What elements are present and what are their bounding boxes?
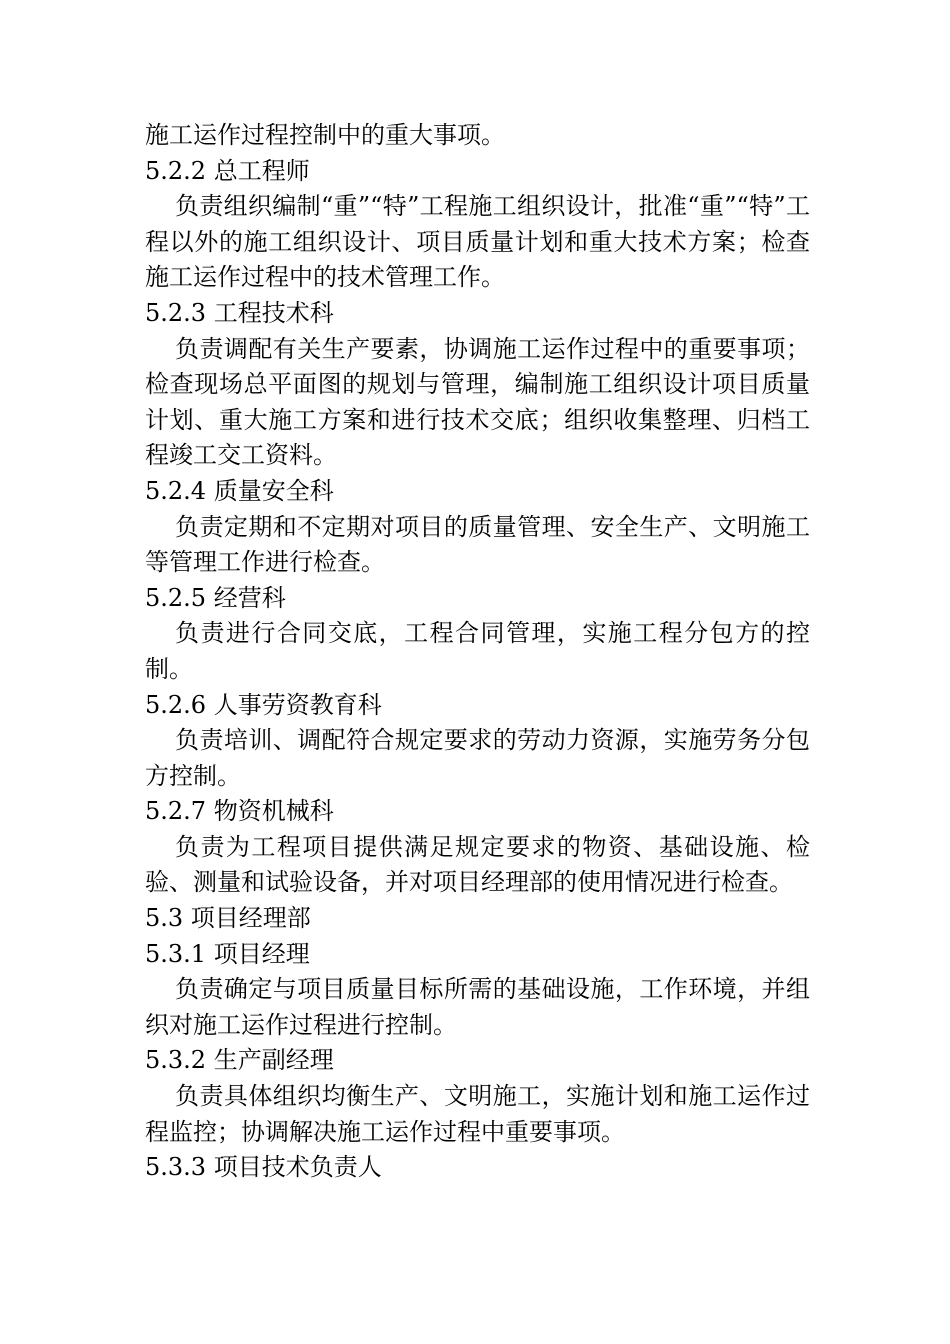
section-heading-5-3: 5.3 项目经理部: [145, 904, 311, 933]
section-heading-5-2-5: 5.2.5 经营科: [145, 583, 286, 612]
section-heading-5-2-2: 5.2.2 总工程师: [145, 156, 310, 185]
section-heading-5-3-2: 5.3.2 生产副经理: [145, 1046, 334, 1075]
section-heading-5-2-7: 5.2.7 物资机械科: [145, 797, 334, 826]
paragraph-continuation: 施工运作过程控制中的重大事项。: [145, 121, 505, 149]
section-heading-5-3-1: 5.3.1 项目经理: [145, 939, 310, 968]
section-body-5-2-5: 负责进行合同交底，工程合同管理，实施工程分包方的控制。: [145, 619, 810, 683]
document-body: [145, 118, 810, 1186]
section-body-5-2-3: 负责调配有关生产要素，协调施工运作过程中的重要事项；检查现场总平面图的规划与管理，编制施工组织设计项目质量计划、重大施工方案和进行技术交底；组织收集整理、归档工程竣工交工资料。: [145, 334, 810, 470]
section-body-5-3-1: 负责确定与项目质量目标所需的基础设施，工作环境，并组织对施工运作过程进行控制。: [145, 975, 810, 1039]
section-body-5-2-4: 负责定期和不定期对项目的质量管理、安全生产、文明施工等管理工作进行检查。: [145, 512, 810, 577]
section-heading-5-3-3: 5.3.3 项目技术负责人: [145, 1153, 382, 1182]
section-heading-5-2-6: 5.2.6 人事劳资教育科: [145, 690, 382, 719]
section-heading-5-2-3: 5.2.3 工程技术科: [145, 298, 334, 327]
section-body-5-3-2: 负责具体组织均衡生产、文明施工，实施计划和施工运作过程监控；协调解决施工运作过程中重要事项。: [145, 1082, 810, 1146]
section-body-5-2-6: 负责培训、调配符合规定要求的劳动力资源，实施劳务分包方控制。: [145, 726, 810, 790]
section-body-5-2-7: 负责为工程项目提供满足规定要求的物资、基础设施、检验、测量和试验设备，并对项目经理部的使用情况进行检查。: [145, 832, 810, 897]
section-body-5-2-2: 负责组织编制“重”“特”工程施工组织设计，批准“重”“特”工程以外的施工组织设计、项目质量计划和重大技术方案；检查施工运作过程中的技术管理工作。: [145, 192, 810, 292]
section-heading-5-2-4: 5.2.4 质量安全科: [145, 476, 334, 505]
